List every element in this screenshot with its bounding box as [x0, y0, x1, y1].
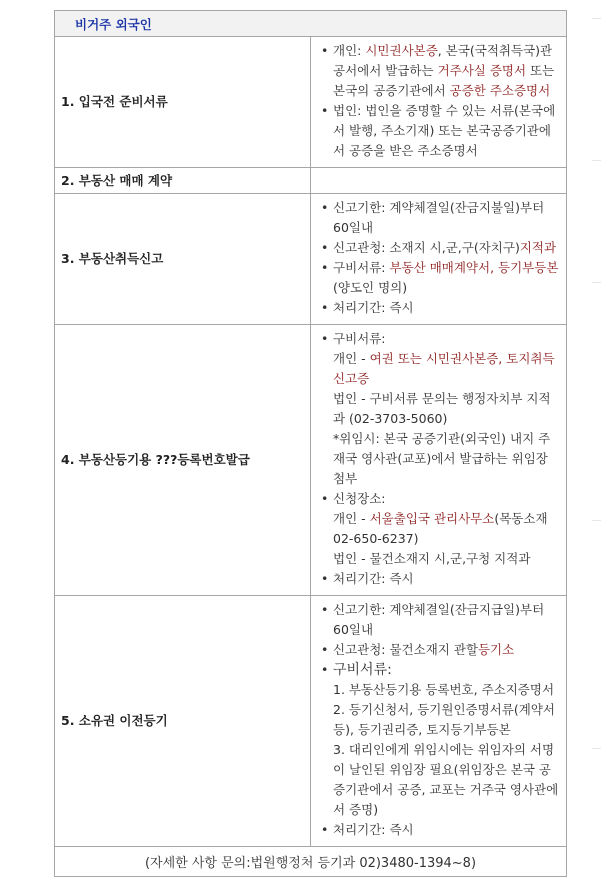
item-text: 구비서류:	[333, 260, 390, 275]
highlighted-text: 여권 또는 시민권사본증, 토지취득신고증	[333, 351, 555, 386]
row-content	[311, 596, 567, 847]
item-text: 처리기간: 즉시	[333, 571, 414, 586]
row-label: 4. 부동산등기용 ???등록번호발급	[55, 325, 311, 596]
item-text: 구비서류:	[333, 662, 392, 678]
row-label: 1. 입국전 준비서류	[55, 37, 311, 168]
item-text: 3. 대리인에게 위임시에는 위임자의 서명이 날인된 위임장 필요(위임장은 본국 공증기관에서 공증, 교포는 거주국 영사관에서 증명)	[333, 742, 559, 817]
bullet-item	[321, 489, 560, 569]
highlighted-text: 공증한 주소증명서	[449, 83, 551, 98]
table-row	[55, 168, 567, 194]
info-table	[54, 10, 567, 877]
highlighted-text: 등기소	[477, 642, 515, 657]
item-text: 법인: 법인을 증명할 수 있는 서류(본국에서 발행, 주소기재) 또는 본국공증기관에서 공증을 받은 주소증명서	[333, 103, 556, 158]
item-text: 신청장소:	[333, 491, 386, 506]
footer-row	[55, 847, 567, 877]
row-content	[311, 194, 567, 325]
bullet-item	[321, 101, 560, 161]
table-row	[55, 194, 567, 325]
item-text: 처리기간: 즉시	[333, 822, 414, 837]
item-text: 개인 -	[333, 511, 370, 526]
item-text: *위임시: 본국 공증기관(외국인) 내지 주재국 영사관(교포)에서 발급하는 위임장 첨부	[333, 431, 551, 486]
table-header: 비거주 외국인	[55, 11, 567, 37]
bullet-list	[321, 600, 560, 840]
row-label: 5. 소유권 이전등기	[55, 596, 311, 847]
bullet-item	[321, 41, 560, 101]
edge-rule	[592, 748, 601, 749]
item-text: 신고기한: 계약체결일(잔금지불일)부터 60일내	[333, 200, 545, 235]
bullet-item	[321, 820, 560, 840]
bullet-item	[321, 258, 560, 298]
item-text: 또는 본국의 공증기관에서	[333, 63, 555, 98]
bullet-item	[321, 329, 560, 489]
bullet-item	[321, 238, 560, 258]
header-row	[55, 11, 567, 37]
item-text: (양도인 명의)	[333, 280, 408, 295]
edge-rule	[592, 160, 601, 161]
table-footer: (자세한 사항 문의:법원행정처 등기과 02)3480-1394~8)	[55, 847, 567, 877]
table-row	[55, 37, 567, 168]
item-text: 신고관청: 물건소재지 관할	[333, 642, 478, 657]
edge-rule	[592, 520, 601, 521]
item-text: 1. 부동산등기용 등록번호, 주소지증명서	[333, 682, 555, 697]
row-label: 3. 부동산취득신고	[55, 194, 311, 325]
item-text: 개인:	[333, 43, 366, 58]
highlighted-text: 시민권사본증	[365, 43, 438, 58]
highlighted-text: 부동산 매매계약서, 등기부등본	[389, 260, 559, 275]
highlighted-text: 지적과	[519, 240, 557, 255]
bullet-item	[321, 600, 560, 640]
edge-rule	[592, 18, 601, 19]
item-text: 2. 등기신청서, 등기원인증명서류(계약서등), 등기권리증, 토지등기부등본	[333, 702, 555, 737]
item-text: 신고기한: 계약체결일(잔금지급일)부터 60일내	[333, 602, 545, 637]
item-text: 구비서류:	[333, 331, 386, 346]
bullet-list	[321, 329, 560, 589]
bullet-item	[321, 298, 560, 318]
bullet-item	[321, 640, 560, 660]
bullet-list	[321, 41, 560, 161]
row-content	[311, 325, 567, 596]
table-row	[55, 325, 567, 596]
row-content	[311, 168, 567, 194]
edge-rule	[592, 282, 601, 283]
item-text: (목동소재02-650-6237)	[333, 511, 548, 546]
bullet-item	[321, 660, 560, 820]
highlighted-text: 거주사실 증명서	[437, 63, 527, 78]
bullet-item	[321, 569, 560, 589]
item-text: 개인 -	[333, 351, 370, 366]
item-text: 신고관청: 소재지 시,군,구(자치구)	[333, 240, 520, 255]
row-content	[311, 37, 567, 168]
highlighted-text: 서울출입국 관리사무소	[369, 511, 495, 526]
item-text: 처리기간: 즉시	[333, 300, 414, 315]
bullet-list	[321, 198, 560, 318]
item-text: 법인 - 물건소재지 시,군,구청 지적과	[333, 551, 531, 566]
bullet-item	[321, 198, 560, 238]
item-text: , 본국(국적취득국)관공서에서 발급하는	[333, 43, 553, 78]
item-text: 법인 - 구비서류 문의는 행정자치부 지적과 (02-3703-5060)	[333, 391, 551, 426]
table-row	[55, 596, 567, 847]
row-label: 2. 부동산 매매 계약	[55, 168, 311, 194]
